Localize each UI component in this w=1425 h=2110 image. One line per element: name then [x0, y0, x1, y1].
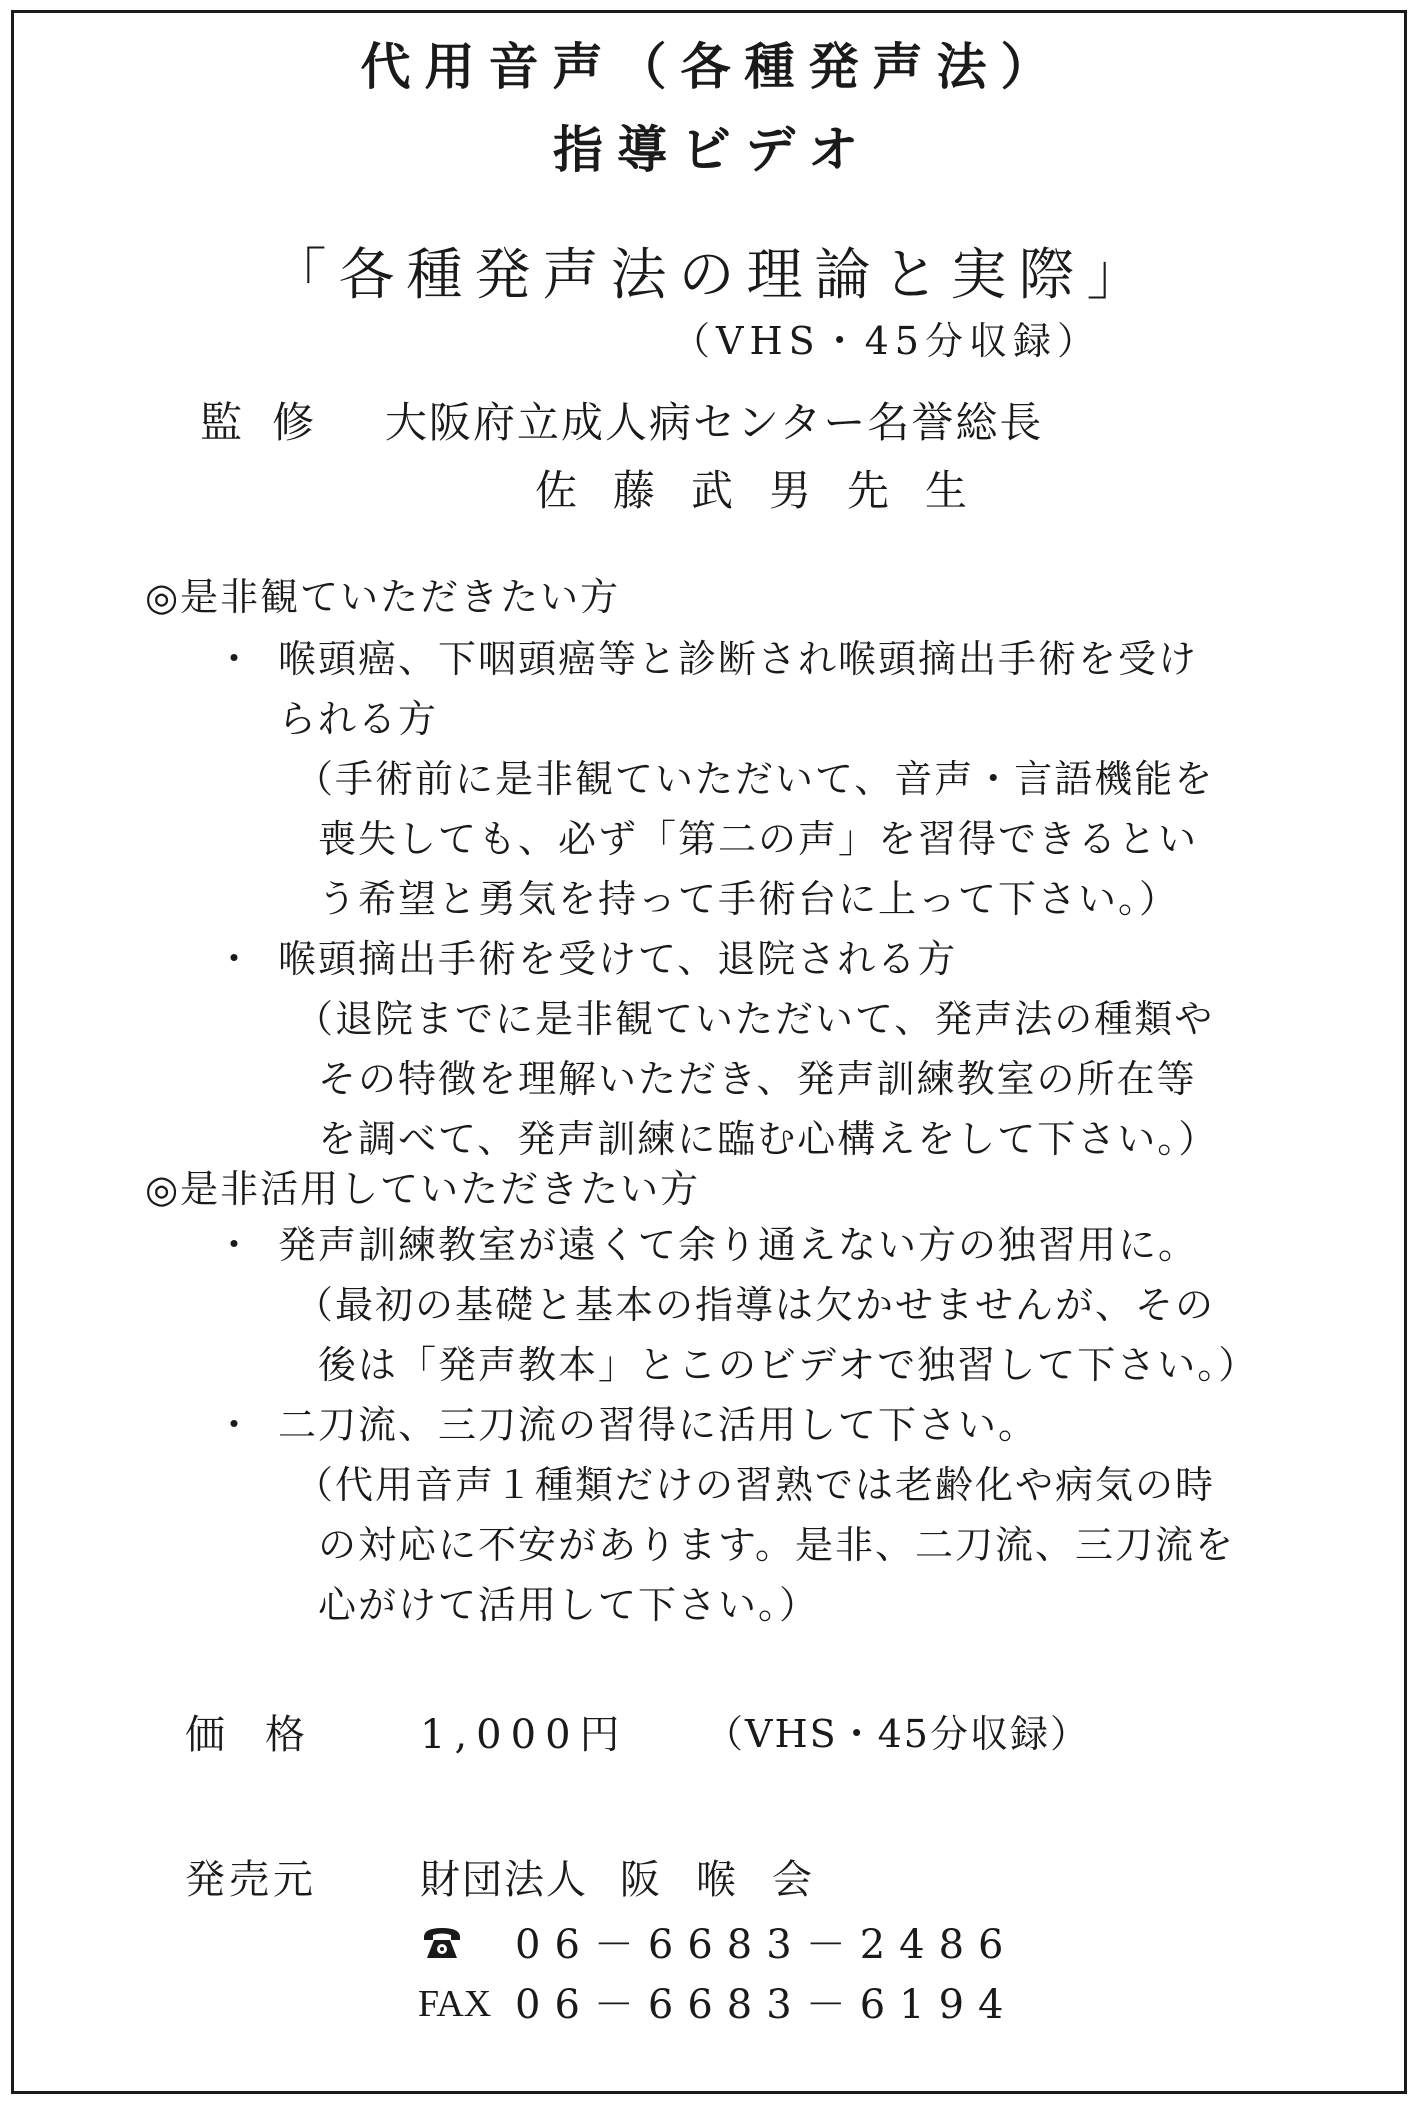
- bullet-marker: ・: [215, 1403, 254, 1447]
- seller-label: 発売元: [185, 1857, 317, 1903]
- price-value: 1,000円: [420, 1712, 629, 1758]
- section-heading-use: ◎是非活用していただきたい方: [145, 1167, 701, 1211]
- bullet-text: 喉頭摘出手術を受けて、退院される方: [278, 937, 958, 981]
- note-text: （手術前に是非観ていただいて、音声・言語機能を: [295, 757, 1215, 801]
- phone-number: 06－6683－2486: [515, 1922, 1018, 1968]
- note-text: その特徴を理解いただき、発声訓練教室の所在等: [318, 1057, 1197, 1101]
- note-text: 心がけて活用して下さい。）: [318, 1583, 820, 1627]
- seller-org-name: 阪喉会: [620, 1857, 848, 1903]
- bullet-marker: ・: [215, 937, 254, 981]
- supervisor-organization: 大阪府立成人病センター名誉総長: [385, 398, 1044, 447]
- price-format-note: （VHS・45分収録）: [705, 1712, 1090, 1756]
- bullet-text: 二刀流、三刀流の習得に活用して下さい。: [278, 1403, 1039, 1447]
- seller-type: 財団法人: [420, 1857, 588, 1903]
- bullet-text: 喉頭癌、下咽頭癌等と診断され喉頭摘出手術を受け: [278, 637, 1199, 681]
- supervisor-label: 監修: [200, 398, 345, 447]
- seller-name: [420, 1857, 848, 1903]
- telephone-icon: [420, 1925, 464, 1961]
- fax-label: FAX: [418, 1983, 492, 2025]
- fax-number: 06－6683－6194: [515, 1982, 1018, 2028]
- note-text: 後は「発声教本」とこのビデオで独習して下さい。）: [318, 1343, 1259, 1387]
- note-text: 喪失しても、必ず「第二の声」を習得できるとい: [318, 817, 1199, 861]
- price-label: 価格: [185, 1712, 345, 1758]
- video-subtitle: 「各種発声法の理論と実際」: [270, 243, 1155, 308]
- note-text: の対応に不安があります。是非、二刀流、三刀流を: [318, 1523, 1235, 1567]
- bullet-text: られる方: [278, 697, 439, 741]
- note-text: （代用音声１種類だけの習熟では老齢化や病気の時: [295, 1463, 1216, 1507]
- bullet-text: 発声訓練教室が遠くて余り通えない方の独習用に。: [278, 1223, 1199, 1267]
- note-text: を調べて、発声訓練に臨む心構えをして下さい。）: [318, 1117, 1219, 1161]
- note-text: （最初の基礎と基本の指導は欠かせませんが、その: [295, 1283, 1216, 1327]
- bullet-marker: ・: [215, 637, 254, 681]
- title-line-2: 指導ビデオ: [553, 120, 872, 179]
- note-text: （退院までに是非観ていただいて、発声法の種類や: [295, 997, 1215, 1041]
- supervisor-name: 佐藤武男先生: [535, 466, 1004, 515]
- format-note: （VHS・45分収録）: [672, 319, 1101, 363]
- bullet-marker: ・: [215, 1223, 254, 1267]
- section-heading-watch: ◎是非観ていただきたい方: [145, 575, 621, 619]
- title-line-1: 代用音声（各種発声法）: [360, 37, 1065, 96]
- note-text: う希望と勇気を持って手術台に上って下さい。）: [318, 877, 1180, 921]
